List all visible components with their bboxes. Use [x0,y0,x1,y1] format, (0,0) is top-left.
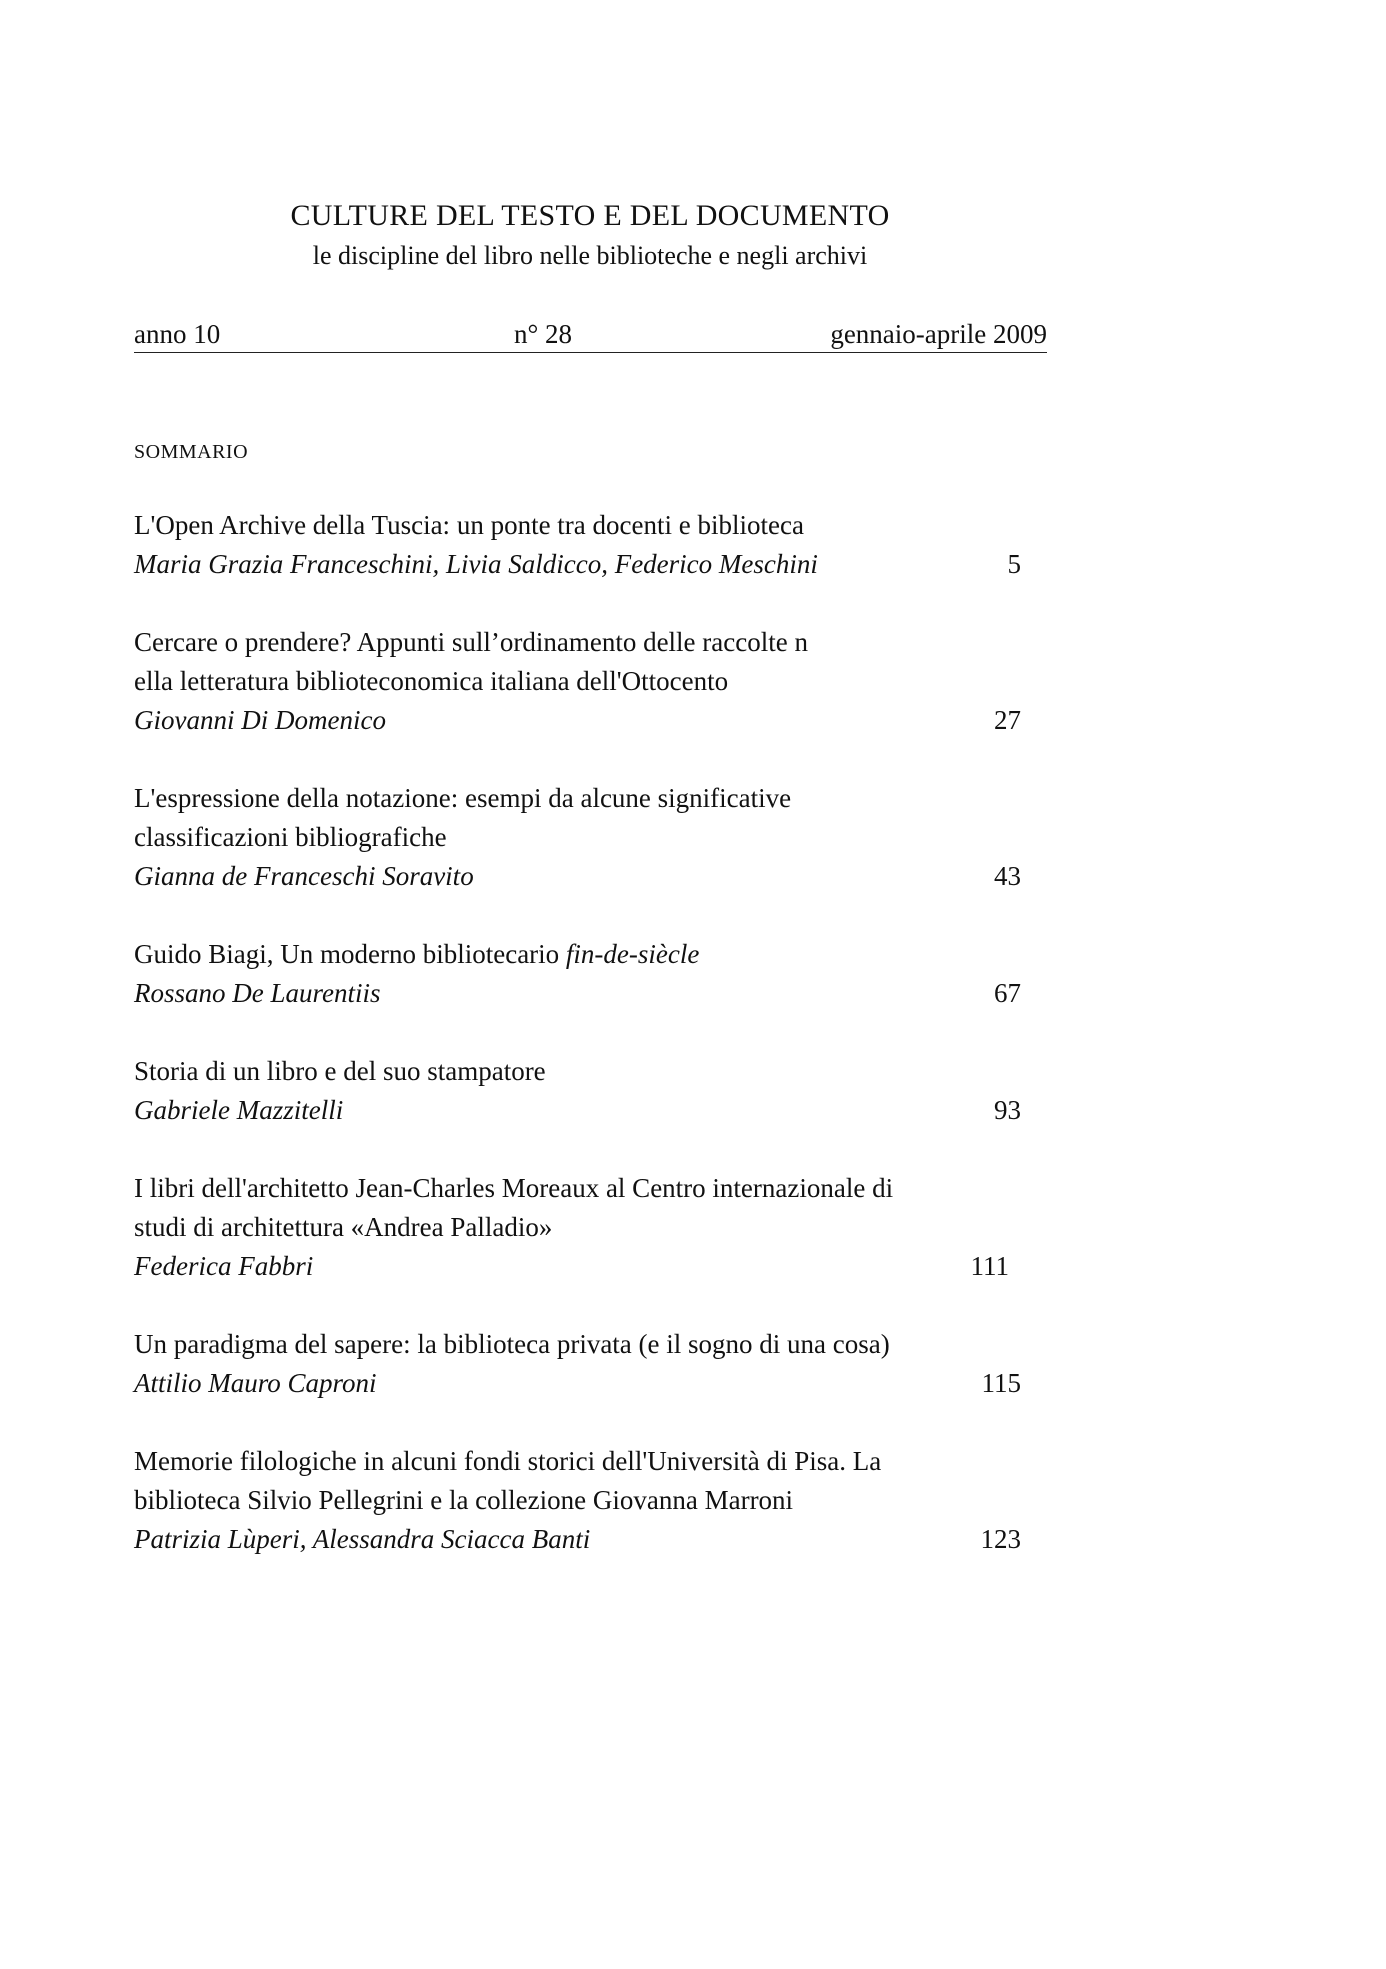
toc-entry-title-italic: fin-de-siècle [565,939,700,969]
toc-entry [134,935,1047,1013]
toc-entry-author: Rossano De Laurentiis [134,978,381,1008]
issue-number: n° 28 [514,319,573,349]
toc-entry [134,1442,1047,1559]
journal-title: CULTURE DEL TESTO E DEL DOCUMENTO [290,199,890,232]
toc-entry-page: 67 [994,978,1021,1008]
toc-entry-title: L'Open Archive della Tuscia: un ponte tra docenti e biblioteca [134,510,804,540]
toc-entry-title: I libri dell'architetto Jean-Charles Moreaux al Centro internazionale di [134,1173,894,1203]
toc-entry [134,779,1047,896]
toc-entry-page: 115 [981,1368,1021,1398]
toc-entry-author: Attilio Mauro Caproni [134,1368,377,1398]
toc-entry-author: Federica Fabbri [134,1251,314,1281]
toc-entry-page: 5 [1007,549,1021,579]
toc-entry-title: Memorie filologiche in alcuni fondi storici dell'Università di Pisa. La [134,1446,882,1476]
toc-entry-title [134,935,1047,974]
issue-year: anno 10 [134,319,221,349]
toc-entry [134,1325,1047,1403]
toc-entry [134,1052,1047,1130]
toc-entry-page: 123 [980,1524,1021,1554]
toc-entry-title: L'espressione della notazione: esempi da alcune significative [134,783,792,813]
toc-entry-author: Giovanni Di Domenico [134,705,386,735]
toc-entry-author: Gabriele Mazzitelli [134,1095,344,1125]
toc-entry-page: 93 [994,1095,1021,1125]
toc-entry [134,1169,1047,1286]
toc-entry [134,506,1047,584]
table-of-contents [134,506,1047,1598]
issue-period: gennaio-aprile 2009 [830,319,1047,349]
toc-entry-author: Gianna de Franceschi Soravito [134,861,474,891]
toc-entry-title: biblioteca Silvio Pellegrini e la collezione Giovanna Marroni [134,1485,794,1515]
journal-header [0,198,1180,274]
toc-entry-page: 111 [970,1251,1009,1281]
toc-entry-title: classificazioni bibliografiche [134,822,447,852]
toc-entry-title: Cercare o prendere? Appunti sull’ordinamento delle raccolte n [134,627,808,657]
toc-entry-title: Un paradigma del sapere: la biblioteca privata (e il sogno di una cosa) [134,1329,890,1359]
toc-entry [134,623,1047,740]
toc-entry-author: Maria Grazia Franceschini, Livia Saldicco, Federico Meschini [134,549,818,579]
toc-entry-author: Patrizia Lùperi, Alessandra Sciacca Banti [134,1524,591,1554]
toc-entry-title: Storia di un libro e del suo stampatore [134,1056,546,1086]
toc-entry-page: 27 [994,705,1021,735]
toc-entry-title: studi di architettura «Andrea Palladio» [134,1212,553,1242]
summary-label: SOMMARIO [134,441,249,463]
toc-entry-title-text: Guido Biagi, Un moderno bibliotecario [134,939,566,969]
issue-line [134,316,1047,353]
toc-entry-title: ella letteratura biblioteconomica italiana dell'Ottocento [134,666,729,696]
journal-subtitle: le discipline del libro nelle biblioteche e negli archivi [312,241,868,270]
toc-entry-page: 43 [994,861,1021,891]
